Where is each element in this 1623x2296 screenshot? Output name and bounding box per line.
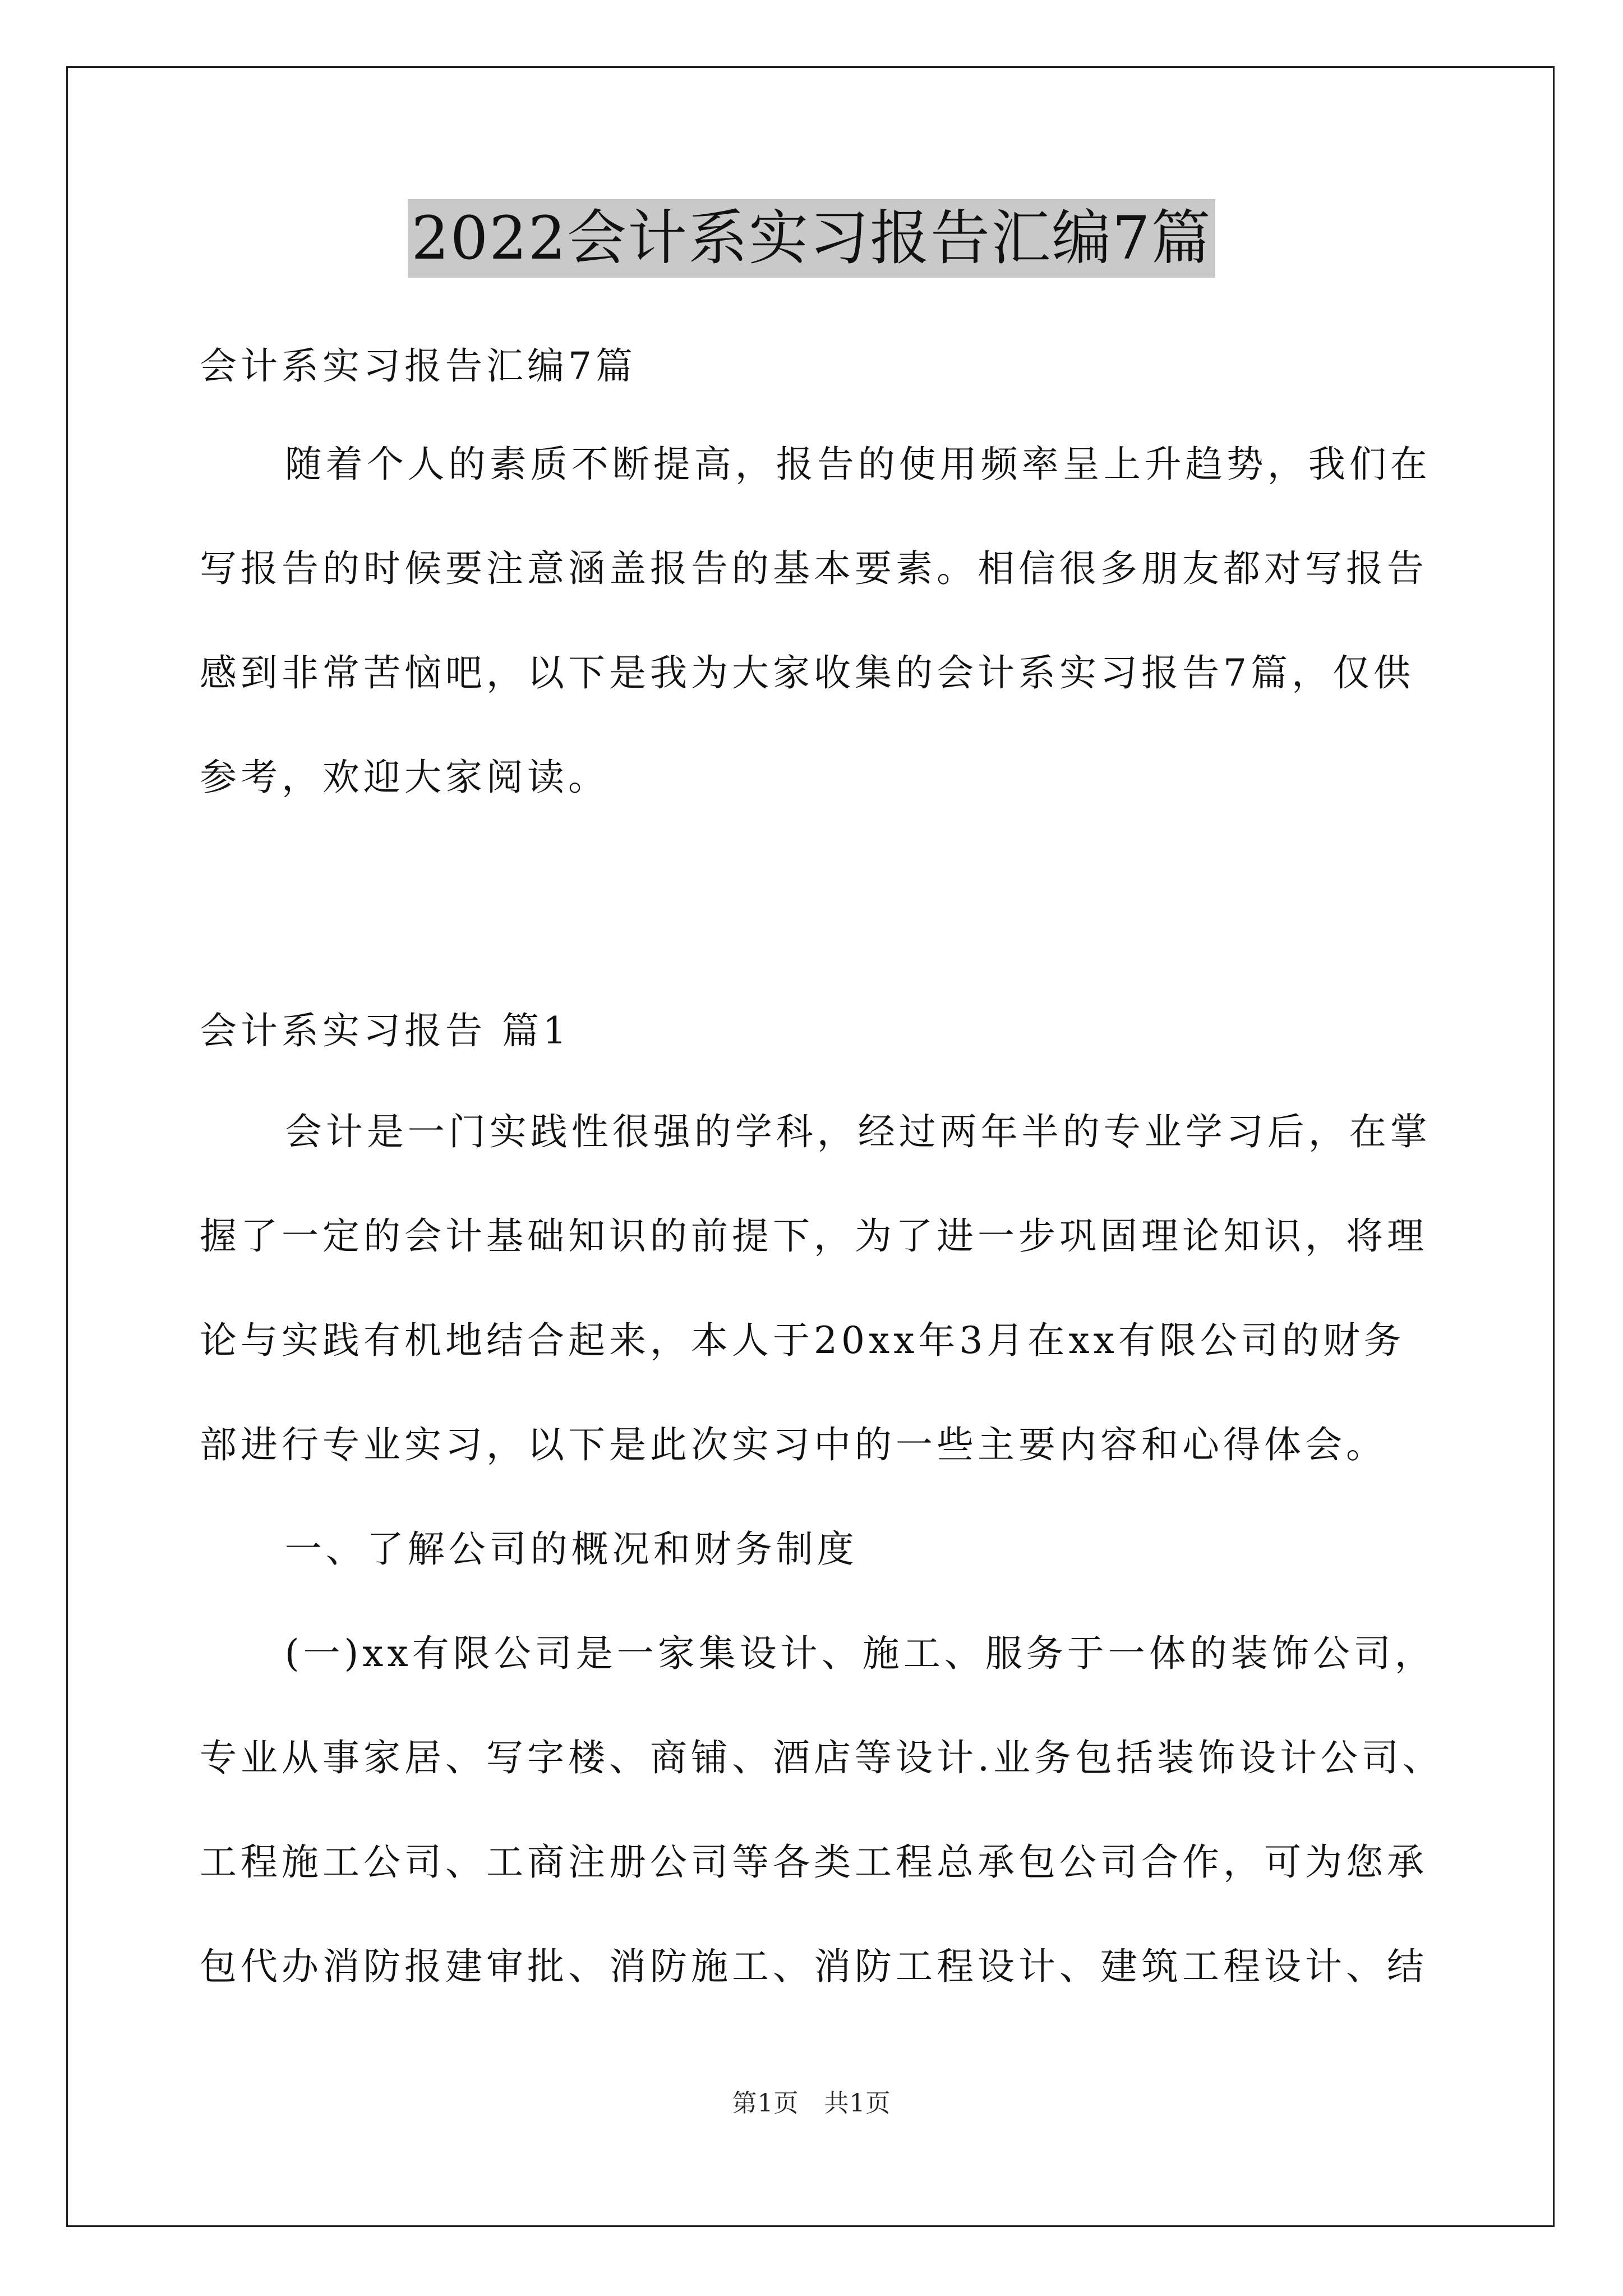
paragraph-line: 会计是一门实践性很强的学科，经过两年半的专业学习后，在掌 (284, 1110, 1431, 1153)
intro-line: 写报告的时候要注意涵盖报告的基本要素。相信很多朋友都对写报告 (200, 547, 1428, 590)
intro-line: 感到非常苦恼吧，以下是我为大家收集的会计系实习报告7篇，仅供 (200, 651, 1414, 694)
intro-line: 参考，欢迎大家阅读。 (200, 756, 609, 799)
subtitle: 会计系实习报告汇编7篇 (200, 344, 637, 388)
section-heading: 会计系实习报告 篇1 (200, 1009, 570, 1052)
page-footer: 第1页 共1页 (732, 2089, 891, 2118)
paragraph-line: 工程施工公司、工商注册公司等各类工程总承包公司合作，可为您承 (200, 1841, 1428, 1884)
intro-paragraph (200, 412, 1484, 830)
paragraph-line: 论与实践有机地结合起来，本人于20xx年3月在xx有限公司的财务 (200, 1319, 1405, 1362)
document-title: 2022会计系实习报告汇编7篇 (408, 199, 1215, 278)
intro-line: 随着个人的素质不断提高，报告的使用频率呈上升趋势，我们在 (284, 443, 1431, 486)
paragraph-line: (一)xx有限公司是一家集设计、施工、服务于一体的装饰公司， (284, 1632, 1436, 1675)
paragraph-line: 专业从事家居、写字楼、商铺、酒店等设计.业务包括装饰设计公司、 (200, 1736, 1444, 1779)
paragraph-line: 部进行专业实习，以下是此次实习中的一些主要内容和心得体会。 (200, 1423, 1387, 1466)
title-wrap (0, 199, 1623, 278)
heading-one: 一、了解公司的概况和财务制度 (284, 1527, 858, 1571)
paragraph-line: 握了一定的会计基础知识的前提下，为了进一步巩固理论知识，将理 (200, 1214, 1428, 1258)
paragraph-one (200, 1080, 1484, 2019)
paragraph-line: 包代办消防报建审批、消防施工、消防工程设计、建筑工程设计、结 (200, 1945, 1428, 1988)
